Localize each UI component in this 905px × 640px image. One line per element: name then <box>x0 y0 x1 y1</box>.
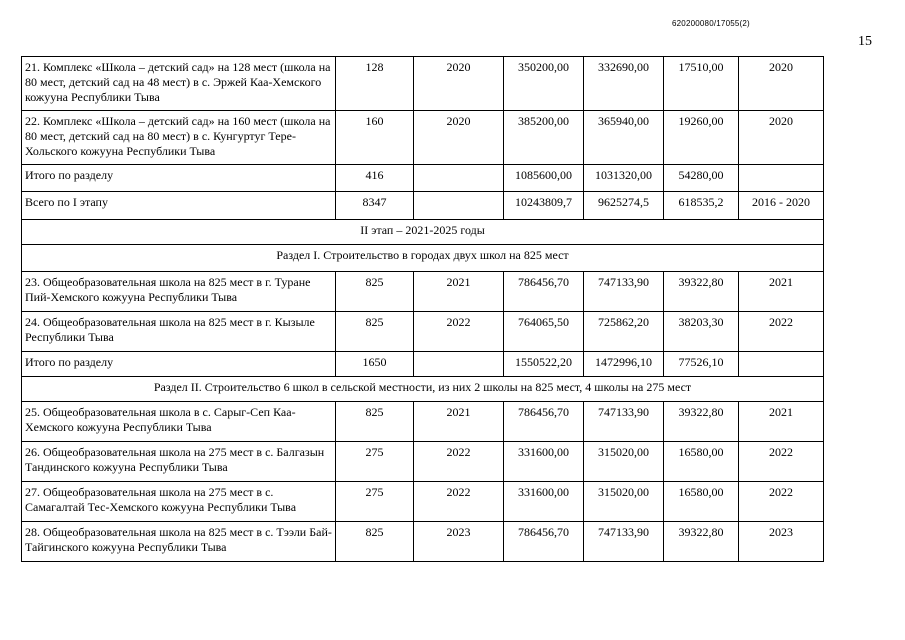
section-heading-row <box>22 377 824 402</box>
table-row <box>22 482 824 522</box>
cell-federal: 747133,90 <box>584 272 664 312</box>
cell-total: 331600,00 <box>504 482 584 522</box>
table-row <box>22 312 824 352</box>
cell-capacity: 128 <box>336 57 414 111</box>
cell-regional: 54280,00 <box>664 165 739 192</box>
cell-federal: 332690,00 <box>584 57 664 111</box>
cell-year <box>414 352 504 377</box>
cell-capacity: 825 <box>336 522 414 562</box>
table-row <box>22 165 824 192</box>
cell-year: 2022 <box>414 312 504 352</box>
cell-federal: 365940,00 <box>584 111 664 165</box>
cell-capacity: 160 <box>336 111 414 165</box>
cell-regional: 16580,00 <box>664 482 739 522</box>
cell-regional: 618535,2 <box>664 192 739 220</box>
table-row <box>22 402 824 442</box>
cell-capacity: 275 <box>336 442 414 482</box>
cell-regional: 38203,30 <box>664 312 739 352</box>
cell-year: 2022 <box>414 482 504 522</box>
cell-year: 2022 <box>414 442 504 482</box>
cell-period: 2022 <box>739 312 824 352</box>
cell-period <box>739 352 824 377</box>
cell-federal: 315020,00 <box>584 482 664 522</box>
cell-year: 2021 <box>414 272 504 312</box>
table-row <box>22 192 824 220</box>
cell-name: 24. Общеобразовательная школа на 825 мест в г. Кызыле Республики Тыва <box>22 312 336 352</box>
cell-regional: 39322,80 <box>664 522 739 562</box>
table-row <box>22 57 824 111</box>
cell-name: 22. Комплекс «Школа – детский сад» на 160 мест (школа на 80 мест, детский сад на 80 мест) в с. Кунгуртуг Тере-Хольского кожууна Республики Тыва <box>22 111 336 165</box>
document-code: 620200080/17055(2) <box>672 19 750 28</box>
cell-federal: 1472996,10 <box>584 352 664 377</box>
cell-federal: 315020,00 <box>584 442 664 482</box>
cell-regional: 77526,10 <box>664 352 739 377</box>
cell-regional: 19260,00 <box>664 111 739 165</box>
page-number: 15 <box>858 34 872 49</box>
cell-year: 2021 <box>414 402 504 442</box>
cell-total: 1085600,00 <box>504 165 584 192</box>
cell-year <box>414 165 504 192</box>
cell-capacity: 1650 <box>336 352 414 377</box>
cell-period: 2020 <box>739 57 824 111</box>
cell-total: 385200,00 <box>504 111 584 165</box>
cell-period: 2023 <box>739 522 824 562</box>
section-heading-row <box>22 245 824 272</box>
cell-name: 25. Общеобразовательная школа в с. Сарыг-Сеп Каа-Хемского кожууна Республики Тыва <box>22 402 336 442</box>
table-row <box>22 272 824 312</box>
cell-total: 350200,00 <box>504 57 584 111</box>
table-row <box>22 442 824 482</box>
cell-name: Итого по разделу <box>22 165 336 192</box>
cell-regional: 16580,00 <box>664 442 739 482</box>
cell-federal: 1031320,00 <box>584 165 664 192</box>
cell-year: 2020 <box>414 57 504 111</box>
section-heading: Раздел I. Строительство в городах двух школ на 825 мест <box>22 245 824 272</box>
cell-capacity: 416 <box>336 165 414 192</box>
cell-name: 21. Комплекс «Школа – детский сад» на 128 мест (школа на 80 мест, детский сад на 48 мест) в с. Эржей Каа-Хемского кожууна Республики Тыва <box>22 57 336 111</box>
cell-period <box>739 165 824 192</box>
cell-period: 2016 - 2020 <box>739 192 824 220</box>
cell-total: 10243809,7 <box>504 192 584 220</box>
cell-name: 23. Общеобразовательная школа на 825 мест в г. Туране Пий-Хемского кожууна Республики Тыва <box>22 272 336 312</box>
cell-total: 1550522,20 <box>504 352 584 377</box>
cell-capacity: 825 <box>336 312 414 352</box>
cell-capacity: 275 <box>336 482 414 522</box>
schools-construction-table <box>21 56 824 562</box>
cell-name: 27. Общеобразовательная школа на 275 мест в с. Самагалтай Тес-Хемского кожууна Республики Тыва <box>22 482 336 522</box>
cell-year <box>414 192 504 220</box>
cell-name: 26. Общеобразовательная школа на 275 мест в с. Балгазын Тандинского кожууна Республики Тыва <box>22 442 336 482</box>
cell-federal: 725862,20 <box>584 312 664 352</box>
cell-total: 786456,70 <box>504 272 584 312</box>
cell-name: Итого по разделу <box>22 352 336 377</box>
cell-federal: 747133,90 <box>584 522 664 562</box>
cell-period: 2021 <box>739 402 824 442</box>
cell-total: 331600,00 <box>504 442 584 482</box>
cell-total: 786456,70 <box>504 402 584 442</box>
table-body <box>22 57 824 562</box>
section-heading: II этап – 2021-2025 годы <box>22 220 824 245</box>
section-heading-row <box>22 220 824 245</box>
cell-federal: 747133,90 <box>584 402 664 442</box>
cell-period: 2022 <box>739 482 824 522</box>
cell-name: Всего по I этапу <box>22 192 336 220</box>
table-row <box>22 522 824 562</box>
cell-regional: 17510,00 <box>664 57 739 111</box>
section-heading: Раздел II. Строительство 6 школ в сельской местности, из них 2 школы на 825 мест, 4 школы на 275 мест <box>22 377 824 402</box>
cell-regional: 39322,80 <box>664 402 739 442</box>
cell-capacity: 825 <box>336 272 414 312</box>
table-row <box>22 111 824 165</box>
cell-period: 2022 <box>739 442 824 482</box>
cell-capacity: 8347 <box>336 192 414 220</box>
cell-year: 2020 <box>414 111 504 165</box>
cell-capacity: 825 <box>336 402 414 442</box>
cell-total: 786456,70 <box>504 522 584 562</box>
cell-year: 2023 <box>414 522 504 562</box>
cell-period: 2020 <box>739 111 824 165</box>
table-row <box>22 352 824 377</box>
cell-period: 2021 <box>739 272 824 312</box>
cell-total: 764065,50 <box>504 312 584 352</box>
cell-regional: 39322,80 <box>664 272 739 312</box>
cell-name: 28. Общеобразовательная школа на 825 мест в с. Тээли Бай-Тайгинского кожууна Республики Тыва <box>22 522 336 562</box>
cell-federal: 9625274,5 <box>584 192 664 220</box>
